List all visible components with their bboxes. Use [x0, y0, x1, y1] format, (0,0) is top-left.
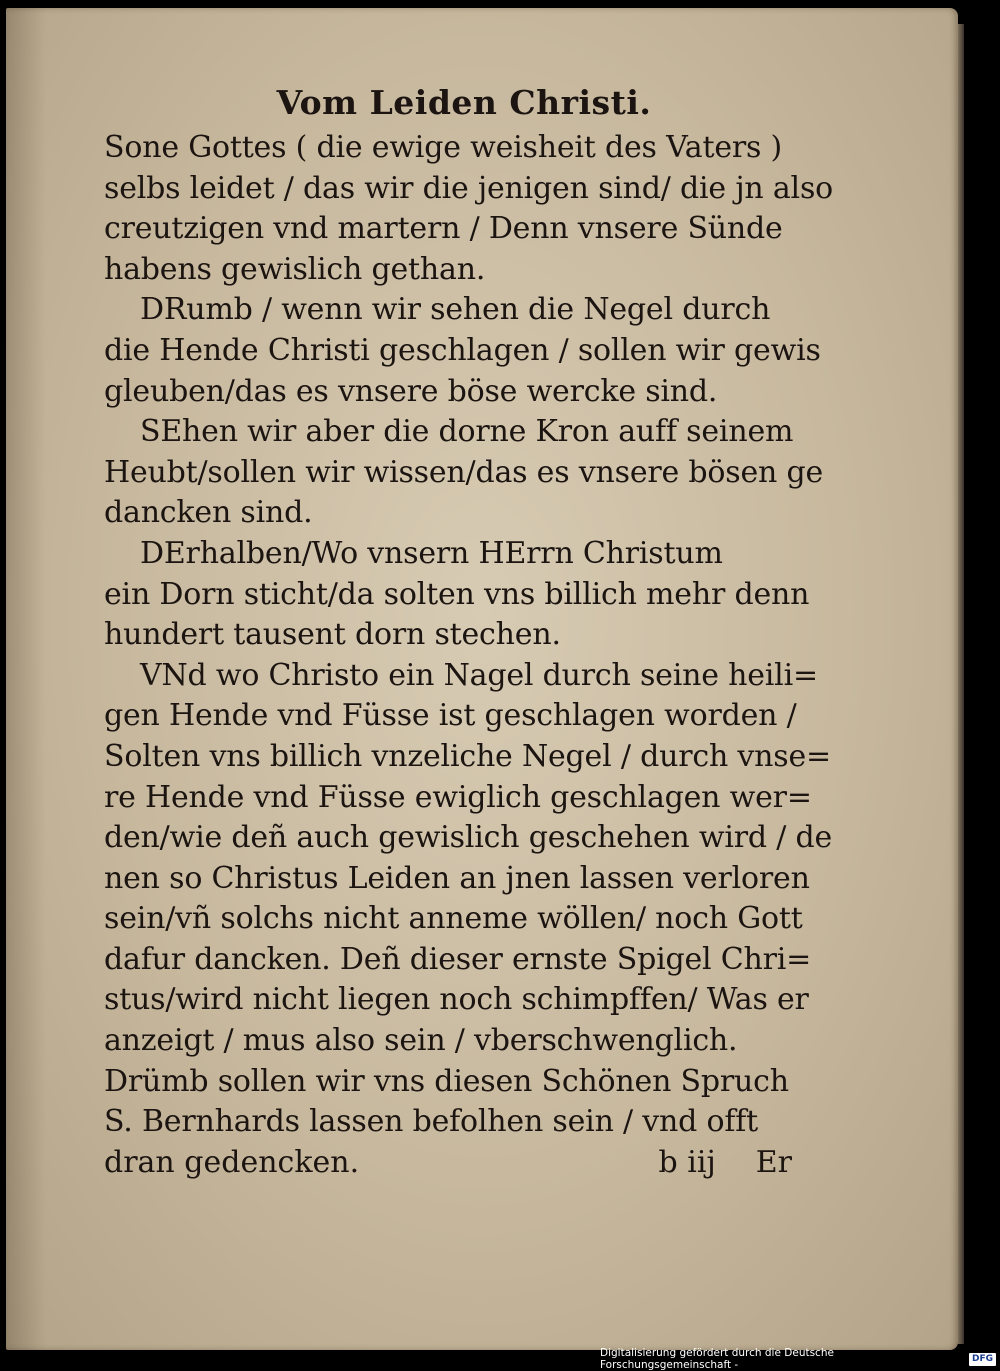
text-line: habens gewislich gethan.: [104, 251, 486, 287]
text-line: DErhalben/Wo vnsern HErrn Christum: [140, 535, 723, 571]
text-line: DRumb / wenn wir sehen die Negel durch: [140, 292, 771, 328]
text-line: den/wie deñ auch gewislich geschehen wird / de: [104, 820, 833, 856]
text-line: Heubt/sollen wir wissen/das es vnsere bösen ge: [104, 454, 824, 490]
text-line: nen so Christus Leiden an jnen lassen verloren: [104, 860, 810, 896]
closing-text: dran gedencken.: [104, 1144, 360, 1180]
page-edge: [958, 24, 964, 1344]
dfg-logo: DFG: [969, 1353, 996, 1366]
text-line: ein Dorn sticht/da solten vns billich mehr denn: [104, 576, 810, 612]
text-line: die Hende Christi geschlagen / sollen wir gewis: [104, 332, 821, 368]
body-text: [104, 128, 834, 1143]
text-line: VNd wo Christo ein Nagel durch seine heili=: [140, 657, 818, 693]
text-line: dafur dancken. Deñ dieser ernste Spigel Chri=: [104, 941, 812, 977]
last-line: [104, 1143, 804, 1184]
signature-mark: b iij: [658, 1144, 716, 1180]
text-line: Solten vns billich vnzeliche Negel / durch vnse=: [104, 738, 831, 774]
text-line: gleuben/das es vnsere böse wercke sind.: [104, 373, 718, 409]
page-footer: [659, 1143, 804, 1184]
text-line: creutzigen vnd martern / Denn vnsere Sünde: [104, 211, 783, 247]
text-line: sein/vñ solchs nicht anneme wöllen/ noch Gott: [104, 901, 803, 937]
text-line: dancken sind.: [104, 495, 313, 531]
digitization-credit: [600, 1347, 1000, 1371]
text-line: Sone Gottes ( die ewige weisheit des Vaters ): [104, 130, 783, 165]
text-line: Drümb sollen wir vns diesen Schönen Spruch: [104, 1063, 789, 1099]
text-line: S. Bernhards lassen befolhen sein / vnd offt: [104, 1104, 759, 1140]
text-line: anzeigt / mus also sein / vberschwenglich.: [104, 1023, 738, 1059]
text-line: re Hende vnd Füsse ewiglich geschlagen wer=: [104, 779, 812, 815]
credit-text: Digitalisierung gefördert durch die Deutsche Forschungsgemeinschaft -: [600, 1347, 834, 1371]
text-line: stus/wird nicht liegen noch schimpffen/ Was er: [104, 982, 809, 1018]
text-block: [104, 78, 834, 1183]
text-line: gen Hende vnd Füsse ist geschlagen worden /: [104, 698, 797, 734]
running-head: Vom Leiden Christi.: [276, 83, 652, 122]
text-line: SEhen wir aber die dorne Kron auff seinem: [140, 414, 794, 450]
catchword: Er: [755, 1144, 792, 1180]
text-line: selbs leidet / das wir die jenigen sind/ die jn also: [104, 170, 834, 206]
text-line: hundert tausent dorn stechen.: [104, 617, 561, 653]
